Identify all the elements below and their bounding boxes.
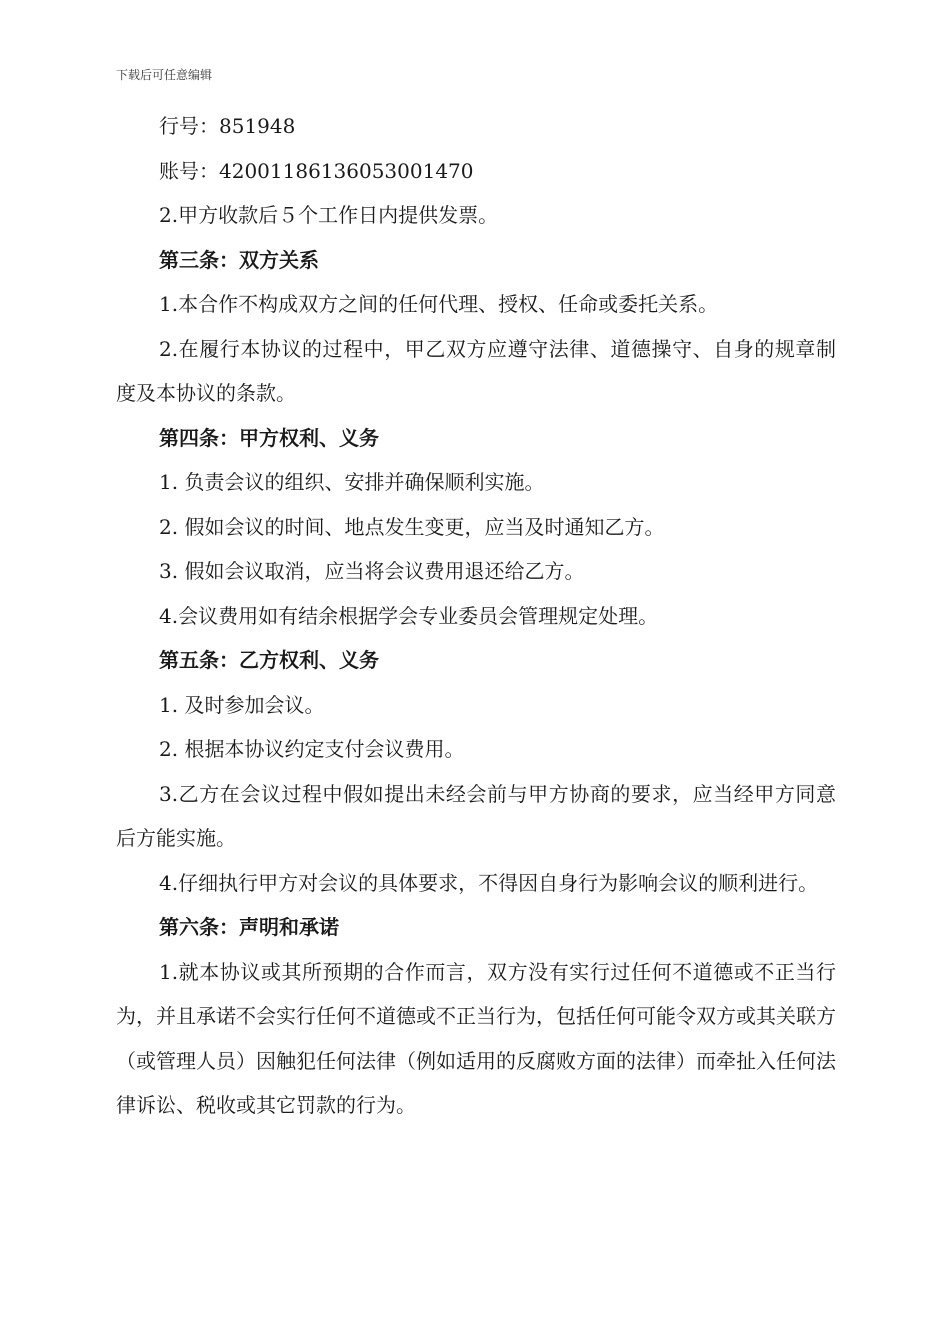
clause-item: 4.会议费用如有结余根据学会专业委员会管理规定处理。 — [159, 603, 659, 628]
download-note: 下载后可任意编辑 — [116, 68, 213, 82]
clause-item: 2. 假如会议的时间、地点发生变更，应当及时通知乙方。 — [159, 514, 665, 539]
section-heading-declarations: 第六条：声明和承诺 — [159, 915, 339, 939]
bank-code-line: 行号：851948 — [159, 114, 296, 138]
clause-item: 1.就本协议或其所预期的合作而言，双方没有实行过任何不道德或不正当行为，并且承诺不会实行任何不道德或不正当行为，包括任何可能令双方或其关联方（或管理人员）因触犯任何法律（例如适用的反腐败方面的法律）而牵扯入任何法律诉讼、税收或其它罚款的行为。 — [116, 959, 836, 1117]
section-heading-relationship: 第三条：双方关系 — [159, 247, 319, 272]
clause-item: 1. 及时参加会议。 — [159, 692, 325, 717]
section-heading-party-b-rights: 第五条：乙方权利、义务 — [159, 648, 379, 672]
section-heading-party-a-rights: 第四条：甲方权利、义务 — [159, 425, 379, 450]
account-number-line: 账号：42001186136053001470 — [159, 158, 474, 183]
clause-item: 3. 假如会议取消，应当将会议费用退还给乙方。 — [159, 559, 585, 583]
clause-item: 2.在履行本协议的过程中，甲乙双方应遵守法律、道德操守、自身的规章制度及本协议的条款。 — [116, 336, 836, 405]
clause-item: 2. 根据本协议约定支付会议费用。 — [159, 737, 465, 761]
clause-item: 4.仔细执行甲方对会议的具体要求，不得因自身行为影响会议的顺利进行。 — [159, 870, 819, 895]
invoice-clause: 2.甲方收款后５个工作日内提供发票。 — [159, 203, 499, 227]
clause-item: 1.本合作不构成双方之间的任何代理、授权、任命或委托关系。 — [159, 292, 719, 316]
clause-item: 3.乙方在会议过程中假如提出未经会前与甲方协商的要求，应当经甲方同意后方能实施。 — [116, 781, 836, 850]
clause-item: 1. 负责会议的组织、安排并确保顺利实施。 — [159, 470, 545, 494]
document-body — [116, 104, 836, 1128]
